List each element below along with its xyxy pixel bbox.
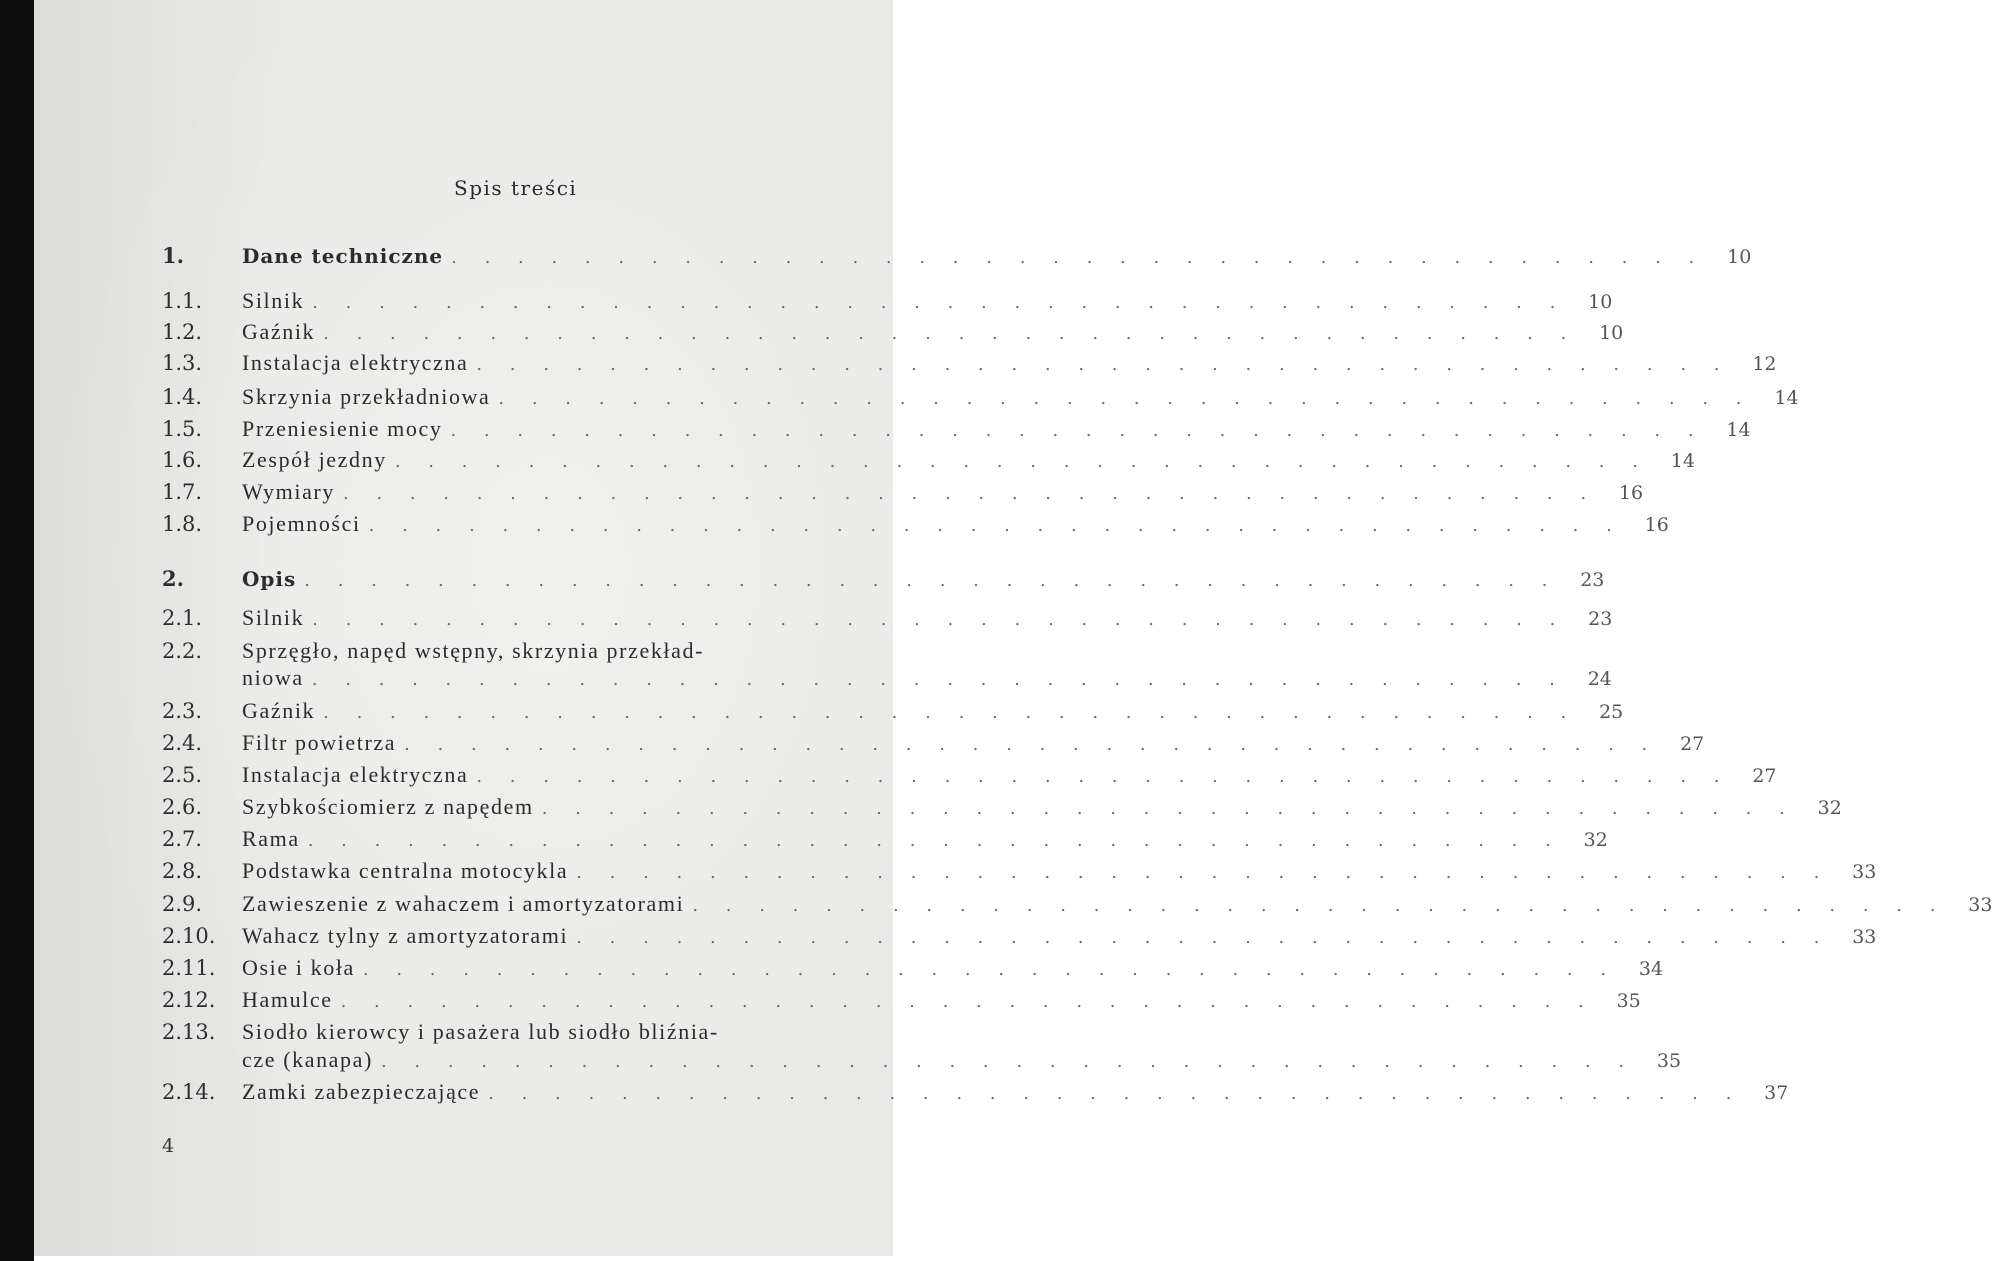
entry-title: Dane techniczne bbox=[242, 244, 444, 268]
dot-leader: . . . . . . . . . . . . . . . . . . . . . . . . . . . . . . . . . . . . . . bbox=[362, 959, 1618, 980]
dot-leader: . . . . . . . . . . . . . . . . . . . . . . . . . . . . . . . . . . . . . . bbox=[304, 570, 1559, 591]
dot-leader: . . . . . . . . . . . . . . . . . . . . . . . . . . . . . . . . . . . . . . bbox=[340, 991, 1595, 1012]
dot-leader: . . . . . . . . . . . . . . . . . . . . . . . . . . . . . . . . . . . . . . bbox=[404, 734, 1659, 755]
toc-entry-2-2 bbox=[162, 638, 862, 668]
dot-leader: . . . . . . . . . . . . . . . . . . . . . . . . . . . . . . . . . . . . . . bbox=[312, 609, 1567, 630]
entry-number: 2.10. bbox=[162, 924, 216, 948]
toc-entry-2-11 bbox=[162, 955, 1664, 985]
entry-title: Wahacz tylny z amortyzatorami bbox=[242, 923, 569, 948]
entry-page: 16 bbox=[1618, 482, 1644, 504]
toc-entry-1-3 bbox=[162, 350, 1777, 380]
entry-title: Osie i koła bbox=[242, 955, 355, 980]
entry-number: 2.1. bbox=[162, 606, 203, 630]
dot-leader: . . . . . . . . . . . . . . . . . . . . . . . . . . . . . . . . . . . . . . bbox=[476, 354, 1731, 375]
toc-entry-2 bbox=[162, 566, 1605, 596]
entry-page: 34 bbox=[1638, 958, 1664, 980]
dot-leader: . . . . . . . . . . . . . . . . . . . . . . . . . . . . . . . . . . . . . . bbox=[498, 388, 1753, 409]
entry-page: 12 bbox=[1752, 353, 1777, 375]
entry-title: Podstawka centralna motocykla bbox=[242, 858, 569, 883]
entry-number: 1.3. bbox=[162, 351, 203, 375]
entry-page: 23 bbox=[1580, 569, 1605, 591]
dot-leader: . . . . . . . . . . . . . . . . . . . . . . . . . . . . . . . . . . . . . . bbox=[380, 1051, 1636, 1072]
entry-title: Sprzęgło, napęd wstępny, skrzynia przekład- bbox=[242, 638, 705, 663]
entry-page: 27 bbox=[1752, 765, 1777, 787]
entry-title-continued: niowa bbox=[242, 665, 304, 690]
toc-entry-1-5 bbox=[162, 416, 1751, 446]
entry-page: 14 bbox=[1670, 450, 1695, 472]
entry-title: Pojemności bbox=[242, 511, 361, 536]
dot-leader: . . . . . . . . . . . . . . . . . . . . . . . . . . . . . . . . . . . . . . bbox=[311, 669, 1566, 690]
toc-entry-1 bbox=[162, 243, 1752, 273]
toc-entry-2-9 bbox=[162, 891, 1992, 921]
entry-number: 2.5. bbox=[162, 763, 203, 787]
entry-page: 27 bbox=[1680, 733, 1705, 755]
entry-number: 2.9. bbox=[162, 892, 203, 916]
entry-title: Silnik bbox=[242, 605, 305, 630]
page-number: 4 bbox=[162, 1135, 175, 1157]
toc-entry-1-1 bbox=[162, 288, 1613, 318]
entry-page: 16 bbox=[1644, 514, 1669, 536]
entry-title: Gaźnik bbox=[242, 698, 316, 723]
dot-leader: . . . . . . . . . . . . . . . . . . . . . . . . . . . . . . . . . . . . . . bbox=[307, 830, 1562, 851]
dot-leader: . . . . . . . . . . . . . . . . . . . . . . . . . . . . . . . . . . . . . . bbox=[323, 702, 1578, 723]
entry-page: 10 bbox=[1599, 322, 1624, 344]
entry-page: 32 bbox=[1817, 797, 1842, 819]
entry-number: 1. bbox=[162, 243, 184, 268]
entry-title: Instalacja elektryczna bbox=[242, 762, 469, 787]
dot-leader: . . . . . . . . . . . . . . . . . . . . . . . . . . . . . . . . . . . . . . bbox=[576, 927, 1831, 948]
entry-number: 2.6. bbox=[162, 795, 203, 819]
entry-title: Wymiary bbox=[242, 479, 335, 504]
dot-leader: . . . . . . . . . . . . . . . . . . . . . . . . . . . . . . . . . . . . . . bbox=[476, 766, 1731, 787]
entry-title: Gaźnik bbox=[242, 319, 316, 344]
entry-number: 2.8. bbox=[162, 859, 203, 883]
toc-entry-2-2-continued bbox=[242, 665, 1612, 695]
dot-leader: . . . . . . . . . . . . . . . . . . . . . . . . . . . . . . . . . . . . . . bbox=[541, 798, 1796, 819]
entry-number: 1.6. bbox=[162, 448, 203, 472]
toc-entry-2-8 bbox=[162, 858, 1877, 888]
dot-leader: . . . . . . . . . . . . . . . . . . . . . . . . . . . . . . . . . . . . . . bbox=[488, 1083, 1743, 1104]
toc-entry-2-13 bbox=[162, 1019, 862, 1049]
toc-entry-1-4 bbox=[162, 384, 1799, 414]
entry-title: Silnik bbox=[242, 288, 305, 313]
entry-page: 33 bbox=[1968, 894, 1992, 916]
dot-leader: . . . . . . . . . . . . . . . . . . . . . . . . . . . . . . . . . . . . . . bbox=[394, 451, 1649, 472]
entry-number: 2. bbox=[162, 566, 184, 591]
toc-entry-2-14 bbox=[162, 1079, 1789, 1109]
toc-entry-1-6 bbox=[162, 447, 1695, 477]
toc-entry-2-13-continued bbox=[242, 1047, 1682, 1077]
entry-number: 2.13. bbox=[162, 1020, 216, 1044]
entry-title: Opis bbox=[242, 567, 297, 591]
entry-title: Filtr powietrza bbox=[242, 730, 397, 755]
toc-entry-2-6 bbox=[162, 794, 1842, 824]
entry-number: 2.11. bbox=[162, 956, 216, 980]
entry-page: 10 bbox=[1588, 291, 1613, 313]
entry-title: Zamki zabezpieczające bbox=[242, 1079, 481, 1104]
entry-number: 1.1. bbox=[162, 289, 203, 313]
toc-entry-1-8 bbox=[162, 511, 1669, 541]
dot-leader: . . . . . . . . . . . . . . . . . . . . . . . . . . . . . . . . . . . . . . bbox=[576, 862, 1831, 883]
entry-number: 2.2. bbox=[162, 639, 203, 663]
entry-number: 1.8. bbox=[162, 512, 203, 536]
entry-title: Instalacja elektryczna bbox=[242, 350, 469, 375]
toc-entry-2-4 bbox=[162, 730, 1705, 760]
entry-number: 2.3. bbox=[162, 699, 203, 723]
dot-leader: . . . . . . . . . . . . . . . . . . . . . . . . . . . . . . . . . . . . . . bbox=[692, 895, 1947, 916]
entry-number: 1.7. bbox=[162, 480, 203, 504]
toc-entry-2-12 bbox=[162, 987, 1641, 1017]
entry-number: 2.7. bbox=[162, 827, 203, 851]
entry-page: 24 bbox=[1587, 668, 1612, 690]
dot-leader: . . . . . . . . . . . . . . . . . . . . . . . . . . . . . . . . . . . . . . bbox=[323, 323, 1578, 344]
entry-number: 1.4. bbox=[162, 385, 203, 409]
entry-page: 35 bbox=[1656, 1050, 1682, 1072]
entry-page: 14 bbox=[1774, 387, 1799, 409]
toc-entry-1-7 bbox=[162, 479, 1644, 509]
entry-title: Skrzynia przekładniowa bbox=[242, 384, 491, 409]
entry-page: 14 bbox=[1726, 419, 1751, 441]
entry-page: 25 bbox=[1599, 701, 1624, 723]
dot-leader: . . . . . . . . . . . . . . . . . . . . . . . . . . . . . . . . . . . . . . bbox=[451, 247, 1706, 268]
entry-page: 10 bbox=[1727, 246, 1752, 268]
entry-title: Siodło kierowcy i pasażera lub siodło bliźnia- bbox=[242, 1019, 719, 1044]
entry-page: 37 bbox=[1764, 1082, 1789, 1104]
toc-entry-2-7 bbox=[162, 826, 1608, 856]
dot-leader: . . . . . . . . . . . . . . . . . . . . . . . . . . . . . . . . . . . . . . bbox=[312, 292, 1567, 313]
dot-leader: . . . . . . . . . . . . . . . . . . . . . . . . . . . . . . . . . . . . . . bbox=[450, 420, 1705, 441]
page-title: Spis treści bbox=[454, 176, 578, 200]
entry-number: 2.12. bbox=[162, 988, 216, 1012]
entry-number: 2.14. bbox=[162, 1080, 216, 1104]
toc-entry-2-5 bbox=[162, 762, 1777, 792]
toc-entry-2-3 bbox=[162, 698, 1624, 728]
dot-leader: . . . . . . . . . . . . . . . . . . . . . . . . . . . . . . . . . . . . . . bbox=[342, 483, 1598, 504]
entry-title: Hamulce bbox=[242, 987, 333, 1012]
entry-title: Przeniesienie mocy bbox=[242, 416, 443, 441]
entry-number: 1.5. bbox=[162, 417, 203, 441]
toc-entry-2-1 bbox=[162, 605, 1613, 635]
entry-page: 33 bbox=[1852, 926, 1877, 948]
toc-entry-1-2 bbox=[162, 319, 1624, 349]
entry-number: 2.4. bbox=[162, 731, 203, 755]
toc-entry-2-10 bbox=[162, 923, 1877, 953]
entry-page: 35 bbox=[1616, 990, 1641, 1012]
scan-edge bbox=[0, 0, 34, 1261]
dot-leader: . . . . . . . . . . . . . . . . . . . . . . . . . . . . . . . . . . . . . . bbox=[368, 515, 1623, 536]
entry-title: Szybkościomierz z napędem bbox=[242, 794, 534, 819]
entry-title-continued: cze (kanapa) bbox=[242, 1047, 373, 1072]
entry-page: 23 bbox=[1588, 608, 1613, 630]
entry-page: 33 bbox=[1852, 861, 1877, 883]
entry-title: Rama bbox=[242, 826, 300, 851]
entry-title: Zawieszenie z wahaczem i amortyzatorami bbox=[242, 891, 685, 916]
entry-number: 1.2. bbox=[162, 320, 203, 344]
entry-title: Zespół jezdny bbox=[242, 447, 387, 472]
entry-page: 32 bbox=[1583, 829, 1608, 851]
